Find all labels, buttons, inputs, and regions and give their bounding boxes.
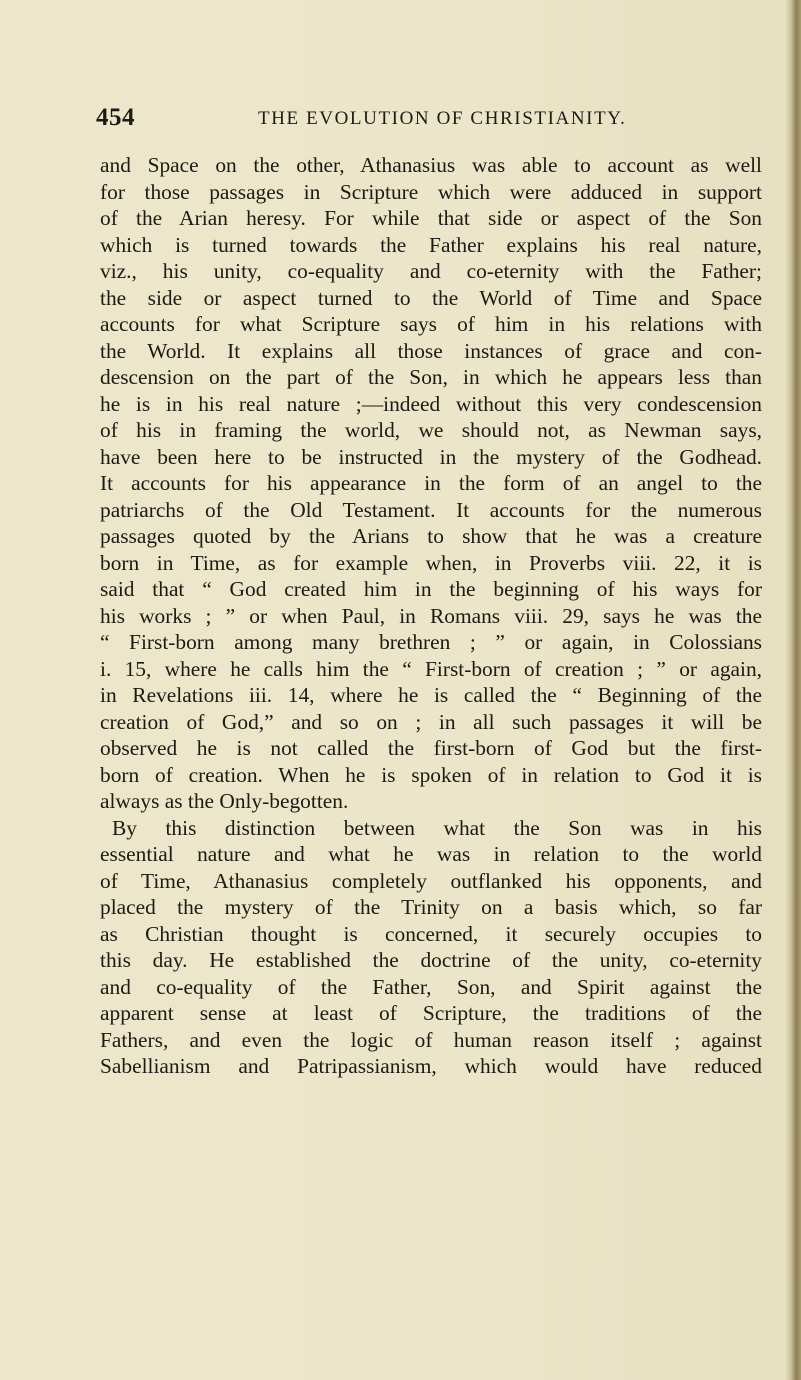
text-line: he is in his real nature ;—indeed without this very condescension (100, 391, 762, 416)
text-line: for those passages in Scripture which were adduced in support (100, 179, 762, 204)
text-line: descension on the part of the Son, in which he appears less than (100, 365, 762, 389)
text-line: viz., his unity, co-equality and co-eternity with the Father; (100, 259, 762, 283)
body-text (100, 152, 762, 1080)
text-line: essential nature and what he was in relation to the world (100, 842, 762, 866)
text-line: the side or aspect turned to the World of Time and Space (100, 285, 762, 310)
text-line: It accounts for his appearance in the form of an angel to the (100, 471, 762, 495)
text-line: apparent sense at least of Scripture, the traditions of the (100, 1001, 762, 1025)
text-line: creation of God,” and so on ; in all such passages it will be (100, 709, 762, 734)
text-line: born in Time, as for example when, in Proverbs viii. 22, it is (100, 550, 762, 575)
text-line: as Christian thought is concerned, it securely occupies to (100, 921, 762, 946)
text-line: placed the mystery of the Trinity on a basis which, so far (100, 895, 762, 919)
paragraph-end-line: always as the Only-begotten. (100, 789, 349, 813)
text-line: of the Arian heresy. For while that side or aspect of the Son (100, 206, 762, 230)
running-title: THE EVOLUTION OF CHRISTIANITY. (258, 108, 627, 129)
text-line: which is turned towards the Father explains his real nature, (100, 232, 762, 257)
text-line: Fathers, and even the logic of human reason itself ; against (100, 1027, 762, 1052)
text-line: i. 15, where he calls him the “ First-born of creation ; ” or again, (100, 656, 762, 681)
text-line: his works ; ” or when Paul, in Romans viii. 29, says he was the (100, 603, 762, 628)
text-line: Sabellianism and Patripassianism, which would have reduced (100, 1054, 762, 1078)
text-line: and co-equality of the Father, Son, and Spirit against the (100, 974, 762, 999)
text-line: have been here to be instructed in the mystery of the Godhead. (100, 444, 762, 469)
text-line: born of creation. When he is spoken of in relation to God it is (100, 762, 762, 787)
text-line: this day. He established the doctrine of the unity, co-eternity (100, 948, 762, 972)
text-line: observed he is not called the first-born of God but the first- (100, 736, 762, 760)
text-line: and Space on the other, Athanasius was able to account as well (100, 153, 762, 177)
text-line: in Revelations iii. 14, where he is called the “ Beginning of the (100, 683, 762, 707)
text-line: accounts for what Scripture says of him in his relations with (100, 312, 762, 336)
text-line: of Time, Athanasius completely outflanked his opponents, and (100, 868, 762, 893)
text-line: said that “ God created him in the beginning of his ways for (100, 577, 762, 601)
page-header (96, 104, 760, 140)
paragraph-start-line: By this distinction between what the Son was in his (112, 815, 762, 840)
page-edge-shadow (785, 0, 801, 1380)
text-line: passages quoted by the Arians to show that he was a creature (100, 524, 762, 548)
text-line: the World. It explains all those instances of grace and con- (100, 338, 762, 363)
text-line: patriarchs of the Old Testament. It accounts for the numerous (100, 497, 762, 522)
text-line: of his in framing the world, we should not, as Newman says, (100, 418, 762, 442)
page-number: 454 (96, 104, 135, 131)
text-line: “ First-born among many brethren ; ” or again, in Colossians (100, 630, 762, 654)
